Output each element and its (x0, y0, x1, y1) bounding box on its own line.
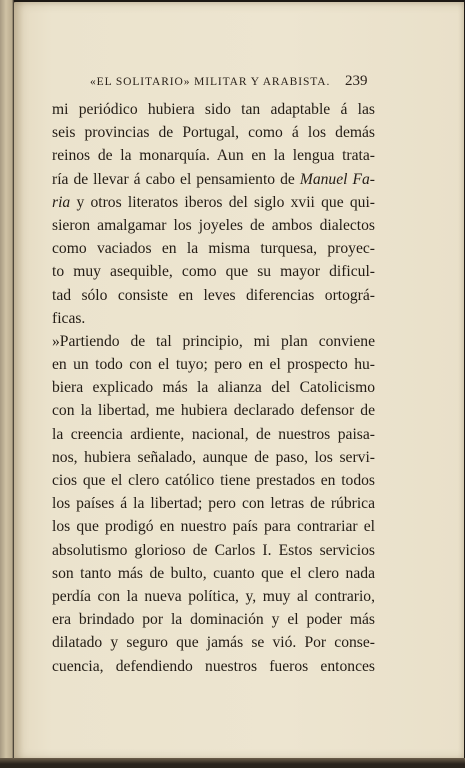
line-text: seis provincias de Portugal, como á los demás (52, 124, 375, 142)
line-text: absolutismo glorioso de Carlos I. Estos servicios (52, 541, 375, 559)
line-text: los que prodigó en nuestro país para contrariar el (52, 518, 375, 536)
line-text: sieron amalgamar los joyeles de ambos dialectos (52, 216, 375, 234)
text-line (52, 562, 375, 585)
line-text: ficas. (52, 309, 86, 327)
text-line (52, 260, 375, 283)
line-text: era brindado por la dominación y el poder más (52, 611, 375, 629)
text-line (52, 585, 375, 608)
line-text: ría de llevar á cabo el pensamiento de (52, 170, 300, 188)
line-text: biera explicado más la alianza del Catolicismo (52, 379, 375, 397)
text-line (52, 515, 375, 538)
text-line (52, 98, 375, 121)
line-text: dilatado y seguro que jamás se vió. Por conse- (52, 634, 375, 652)
book-gutter-edge (0, 0, 14, 768)
line-text: la creencia ardiente, nacional, de nuestros paisa- (52, 425, 375, 443)
line-text: son tanto más de bulto, cuanto que el clero nada (52, 564, 375, 582)
line-text: cios que el clero católico tiene prestados en todos (52, 472, 375, 489)
text-line (52, 284, 375, 307)
text-line (52, 330, 375, 353)
line-text: »Partiendo de tal principio, mi plan conviene (52, 332, 375, 350)
italic-text: Manuel Fa- (299, 170, 375, 188)
body-text (52, 98, 375, 678)
line-text: cuencia, defendiendo nuestros fueros entonces (52, 657, 375, 675)
text-line (52, 144, 375, 167)
text-line (52, 191, 375, 214)
line-text: tad sólo consiste en leves diferencias ortográ- (52, 286, 375, 304)
text-line (52, 631, 375, 654)
text-line (52, 307, 375, 330)
text-line (52, 168, 375, 191)
line-text: nos, hubiera señalado, aunque de paso, los servi- (52, 448, 375, 466)
line-text: los países á la libertad; pero con letras de rúbrica (52, 495, 375, 513)
page-bottom-shadow (0, 758, 465, 768)
page-number: 239 (345, 73, 368, 89)
text-line (52, 446, 375, 469)
text-line (52, 214, 375, 237)
line-text: como vaciados en la misma turquesa, proyec- (52, 240, 375, 258)
text-line (52, 492, 375, 515)
text-line (52, 121, 375, 144)
line-text: to muy asequible, como que su mayor dificul- (52, 263, 375, 281)
line-text: en un todo con el tuyo; pero en el prospecto hu- (52, 356, 375, 374)
line-text: mi periódico hubiera sido tan adaptable á las (52, 101, 375, 118)
text-line (52, 353, 375, 376)
line-text: y otros literatos iberos del siglo xvii que qui- (70, 193, 375, 211)
italic-text: ria (52, 193, 71, 211)
text-line (52, 469, 375, 492)
line-text: con la libertad, me hubiera declarado defensor de (52, 402, 375, 420)
text-line (52, 423, 375, 446)
line-text: reinos de la monarquía. Aun en la lengua trata- (52, 147, 375, 165)
text-line (52, 655, 375, 678)
line-text: perdía con la nueva política, y, muy al contrario, (52, 587, 375, 605)
running-head: «EL SOLITARIO» MILITAR Y ARABISTA. (90, 76, 331, 88)
text-line (52, 399, 375, 422)
text-line (52, 608, 375, 631)
text-line (52, 376, 375, 399)
text-line (52, 539, 375, 562)
text-line (52, 237, 375, 260)
